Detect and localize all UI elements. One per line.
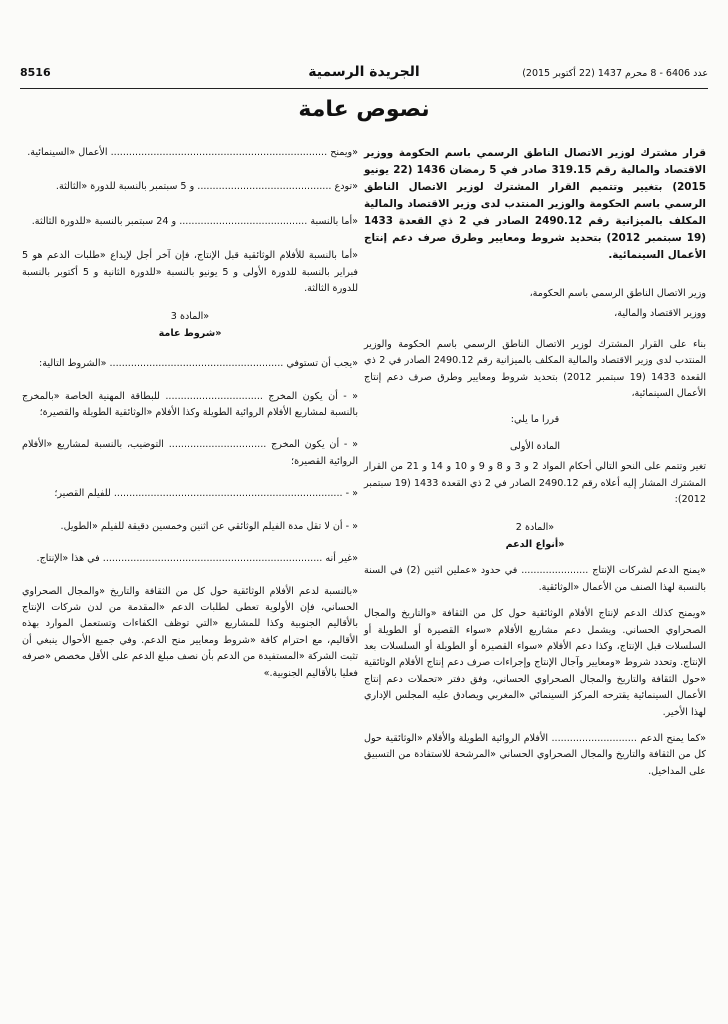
paragraph: «أما بالنسبة للأفلام الوثائقية قبل الإنتاج، فإن آخر أجل لإيداع «طلبات الدعم هو 5 فبراير بالنسبة للدورة الأولى و 5 يونيو بالنسبة «للدورة الثانية و 5 أكتوبر بالنسبة للدورة الثالثة. [22, 250, 359, 295]
page-number: 8516 [20, 66, 51, 79]
paragraph: «تودع ............................................ و 5 سبتمبر بالنسبة للدورة «الثالثة. [55, 181, 358, 193]
paragraph: «غير أنه ........................................................................ في هذا «الإنتاج. [36, 553, 358, 565]
paragraph: « - أن يكون المخرج ................................ للبطاقة المهنية الخاصة «بالمخرج بالنسبة لمشاريع الأفلام الروائية الطويلة وكذا الأفلام «الوثائقية الطويلة والقصيرة؛ [22, 390, 358, 419]
right-column [364, 145, 706, 790]
section-title: نصوص عامة [298, 97, 430, 122]
paragraph: «ويمنح ....................................................................... الأعمال «السينمائية. [27, 147, 358, 158]
paragraph: تغير وتتمم على النحو التالي أحكام المواد 2 و 3 و 8 و 9 و 10 و 14 و 21 من القرار المشترك المشار إليه أعلاه رقم 2490.12 الصادر في 2 ذي القعدة 1433 (19 سبتمبر 2012): [364, 461, 707, 506]
article-heading: المادة الأولى [509, 440, 561, 452]
paragraph: «بالنسبة لدعم الأفلام الوثائقية حول كل من الثقافة والتاريخ «والمجال الصحراوي الحساني، فإن الأولوية تعطى لطلبات الدعم «المقدمة من لدن شركات الإنتاج بالأقاليم الجنوبية وكذا للمشاريع «التي توظف الكفاءات وتستعمل الموارد بهذه الأقاليم، مع احترام كافة «شروط ومعايير منح الدعم. وفي جميع الأحوال ينبغي أن تثبت الشركة «المستفيدة من الدعم بأن نصف مبلغ الدعم على الأقل مخصص «صرفه فعليا بالأقاليم الجنوبية.» [22, 585, 358, 679]
paragraph: « - أن لا تقل مدة الفيلم الوثائقي عن اثنين وخمسين دقيقة للفيلم «الطويل. [60, 520, 358, 532]
paragraph: «يمنح الدعم لشركات الإنتاج ...................... في حدود «عملين اثنين (2) في السنة بالنسبة لهذا الصنف من الأعمال «الوثائقية. [364, 565, 706, 593]
page-header [20, 62, 708, 89]
left-column [22, 145, 358, 692]
paragraph: بناء على القرار المشترك لوزير الاتصال الناطق الرسمي باسم الحكومة والوزير المنتدب لدى وزير الاقتصاد والمالية المكلف بالميزانية رقم 2490.12 الصادر في 2 ذي القعدة 1433 (19 سبتمبر 2012) بتحديد شروط ومعايير وطرق صرف دعم إنتاج الأعمال السينمائية، [364, 338, 706, 400]
paragraph: « - ........................................................................... للفيلم القصير؛ [54, 488, 358, 500]
article-subheading: «أنواع الدعم [505, 538, 565, 550]
decree-title: قرار مشترك لوزير الاتصال الناطق الرسمي باسم الحكومة ووزير الاقتصاد والمالية رقم 319.15 صادر في 5 رمضان 1436 (22 يونيو 2015) بتغيير وتتميم القرار المشترك لوزير الاتصال الناطق الرسمي باسم الحكومة والوزير المنتدب لدى وزير الاقتصاد والمالية المكلف بالميزانية رقم 2490.12 الصادر في 2 ذي القعدة 1433 (19 سبتمبر 2012) بتحديد شروط ومعايير وطرق صرف دعم إنتاج الأعمال السينمائية. [364, 147, 706, 261]
paragraph: وزير الاتصال الناطق الرسمي باسم الحكومة، [529, 288, 706, 299]
paragraph: قررا ما يلي: [510, 414, 560, 426]
article-heading: «المادة 2 [515, 522, 555, 534]
article-subheading: «شروط عامة [158, 327, 222, 339]
paragraph: «ويمنح كذلك الدعم لإنتاج الأفلام الوثائقية حول كل من الثقافة «والتاريخ والمجال الصحراوي الحساني. ويشمل دعم مشاريع الأفلام «سواء القصيرة أو الطويلة أو السلسلات قبل الإنتاج، وكذا دعم الأفلام «سواء القصيرة أو الطويلة أو السلسلات بعد الإنتاج. وتحدد شروط «ومعايير وآجال الإنتاج وإجراءات صرف دعم إنتاج الأفلام الوثائقية «حول الثقافة والتاريخ والمجال الصحراوي الحساني، وفق دفتر «تحملات دعم إنتاج الأعمال السينمائية يقترحه المركز السينمائي «المغربي ويصادق عليه المجلس الإداري لهذا الأخير. [364, 608, 706, 718]
issue-info: عدد 6406 - 8 محرم 1437 (22 أكتوبر 2015) [522, 68, 708, 79]
paragraph: «كما يمنح الدعم ............................ الأفلام الروائية الطويلة والأفلام «الوثائقية حول كل من الثقافة والتاريخ والمجال الصحراوي الحساني «المرشحة للاستفادة من التسبيق على المداخيل. [364, 732, 706, 777]
paragraph: ووزير الاقتصاد والمالية، [614, 308, 706, 320]
paragraph: « - أن يكون المخرج ................................ التوضيب، بالنسبة لمشاريع «الأفلام الروائية القصيرة؛ [22, 439, 358, 467]
paragraph: «يجب أن تستوفي ......................................................... «الشروط التالية: [38, 358, 358, 370]
article-heading: «المادة 3 [170, 311, 210, 323]
gazette-title: الجريدة الرسمية [308, 64, 420, 80]
paragraph: «أما بالنسبة .......................................... و 24 سبتمبر بالنسبة «للدورة الثالثة. [31, 215, 358, 227]
